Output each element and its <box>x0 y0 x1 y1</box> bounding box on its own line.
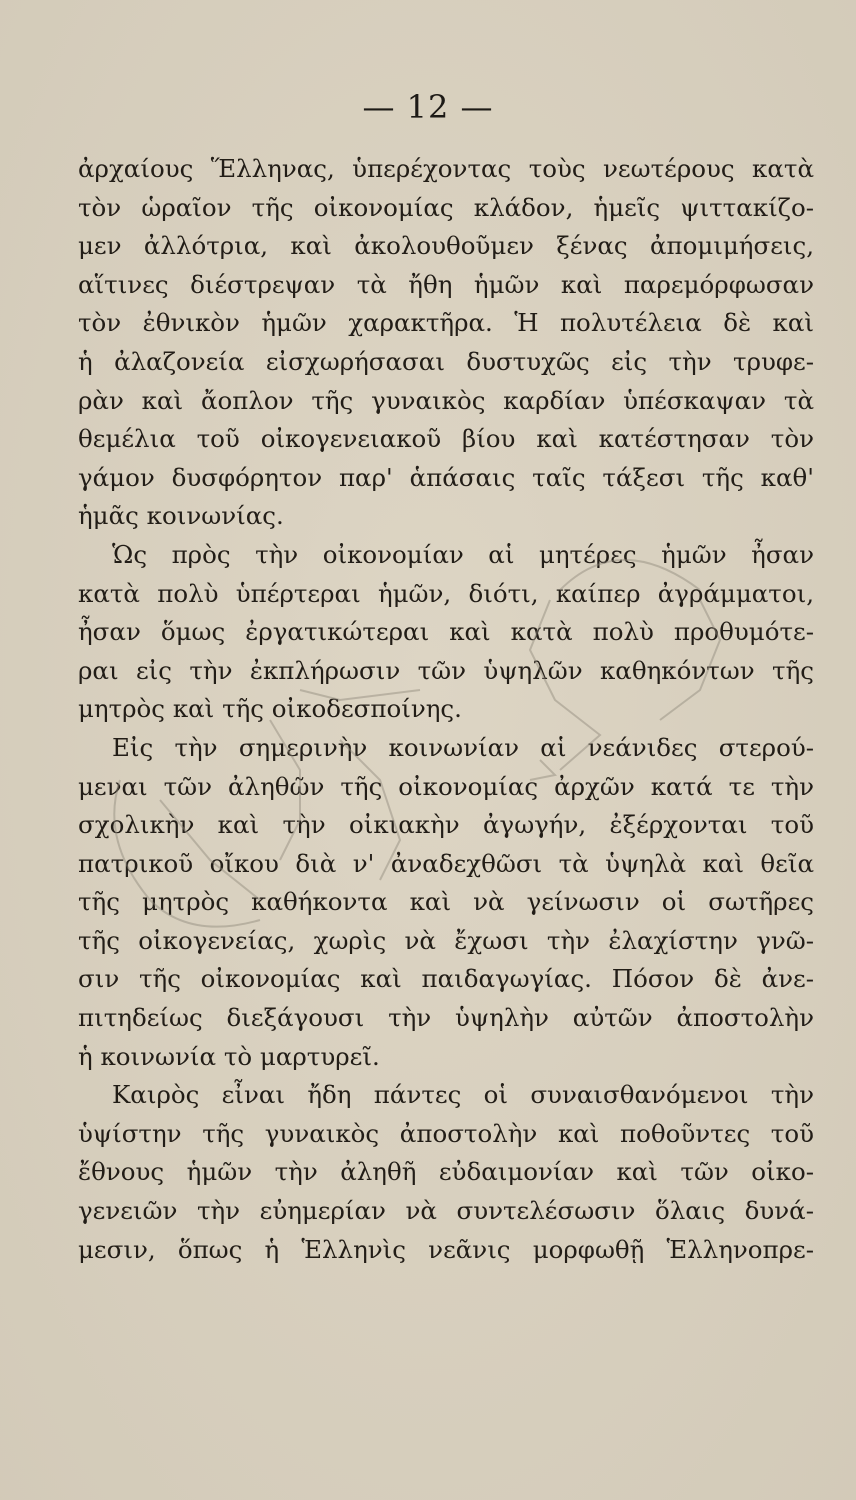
text-line: σιν τῆς οἰκονομίας καὶ παιδαγωγίας. Πόσον δὲ ἀνε- <box>78 964 814 994</box>
text-line: ἡ κοινωνία τὸ μαρτυρεῖ. <box>78 1041 380 1071</box>
text-line: μεν ἀλλότρια, καὶ ἀκολουθοῦμεν ξένας ἀπομιμήσεις, <box>78 231 814 261</box>
text-line: μεσιν, ὅπως ἡ Ἑλληνὶς νεᾶνις μορφωθῇ Ἑλληνοπρε- <box>78 1234 814 1264</box>
text-line: ὑψίστην τῆς γυναικὸς ἀποστολὴν καὶ ποθοῦντες τοῦ <box>78 1118 814 1148</box>
text-line: τὸν ὡραῖον τῆς οἰκονομίας κλάδον, ἡμεῖς ψιττακίζο- <box>78 192 814 222</box>
text-line: ἡ ἀλαζονεία εἰσχωρήσασαι δυστυχῶς εἰς τὴν τρυφε- <box>78 346 814 376</box>
text-line: σχολικὴν καὶ τὴν οἰκιακὴν ἀγωγήν, ἐξέρχονται τοῦ <box>78 810 814 840</box>
text-line: ἦσαν ὅμως ἐργατικώτεραι καὶ κατὰ πολὺ προθυμότε- <box>78 617 814 647</box>
text-line: πατρικοῦ οἴκου διὰ ν' ἀναδεχθῶσι τὰ ὑψηλὰ καὶ θεῖα <box>78 848 814 878</box>
text-line: κατὰ πολὺ ὑπέρτεραι ἡμῶν, διότι, καίπερ ἀγράμματοι, <box>78 578 814 608</box>
text-line: μητρὸς καὶ τῆς οἰκοδεσποίνης. <box>78 694 462 724</box>
text-line: ρὰν καὶ ἄοπλον τῆς γυναικὸς καρδίαν ὑπέσκαψαν τὰ <box>78 385 814 415</box>
text-line: Ὡς πρὸς τὴν οἰκονομίαν αἱ μητέρες ἡμῶν ἦσαν <box>112 539 814 569</box>
text-line: τῆς μητρὸς καθήκοντα καὶ νὰ γείνωσιν οἱ σωτῆρες <box>78 887 814 917</box>
paragraph <box>78 1076 814 1269</box>
text-line: αἵτινες διέστρεψαν τὰ ἤθη ἡμῶν καὶ παρεμόρφωσαν <box>78 269 814 299</box>
text-line: Καιρὸς εἶναι ἤδη πάντες οἱ συναισθανόμενοι τὴν <box>112 1080 814 1110</box>
body-text <box>78 150 814 1269</box>
paragraph <box>78 150 814 536</box>
text-line: θεμέλια τοῦ οἰκογενειακοῦ βίου καὶ κατέστησαν τὸν <box>78 424 814 454</box>
text-line: ἀρχαίους Ἕλληνας, ὑπερέχοντας τοὺς νεωτέρους κατὰ <box>78 154 814 183</box>
text-line: γενειῶν τὴν εὐημερίαν νὰ συντελέσωσιν ὅλαις δυνά- <box>78 1196 814 1226</box>
text-line: μεναι τῶν ἀληθῶν τῆς οἰκονομίας ἀρχῶν κατά τε τὴν <box>78 771 814 801</box>
text-line: ραι εἰς τὴν ἐκπλήρωσιν τῶν ὑψηλῶν καθηκόντων τῆς <box>78 655 814 685</box>
paragraph <box>78 729 814 1076</box>
text-line: τῆς οἰκογενείας, χωρὶς νὰ ἔχωσι τὴν ἐλαχίστην γνῶ- <box>78 925 814 955</box>
text-line: ἡμᾶς κοινωνίας. <box>78 501 284 531</box>
text-line: πιτηδείως διεξάγουσι τὴν ὑψηλὴν αὐτῶν ἀποστολὴν <box>78 1003 814 1033</box>
text-line: τὸν ἐθνικὸν ἡμῶν χαρακτῆρα. Ἡ πολυτέλεια δὲ καὶ <box>78 308 814 338</box>
text-line: ἔθνους ἡμῶν τὴν ἀληθῆ εὐδαιμονίαν καὶ τῶν οἰκο- <box>78 1157 814 1187</box>
paragraph <box>78 536 814 729</box>
text-line: Εἰς τὴν σημερινὴν κοινωνίαν αἱ νεάνιδες στερού- <box>112 732 814 762</box>
page-number: — 12 — <box>362 88 494 126</box>
text-line: γάμον δυσφόρητον παρ' ἁπάσαις ταῖς τάξεσι τῆς καθ' <box>78 462 814 492</box>
